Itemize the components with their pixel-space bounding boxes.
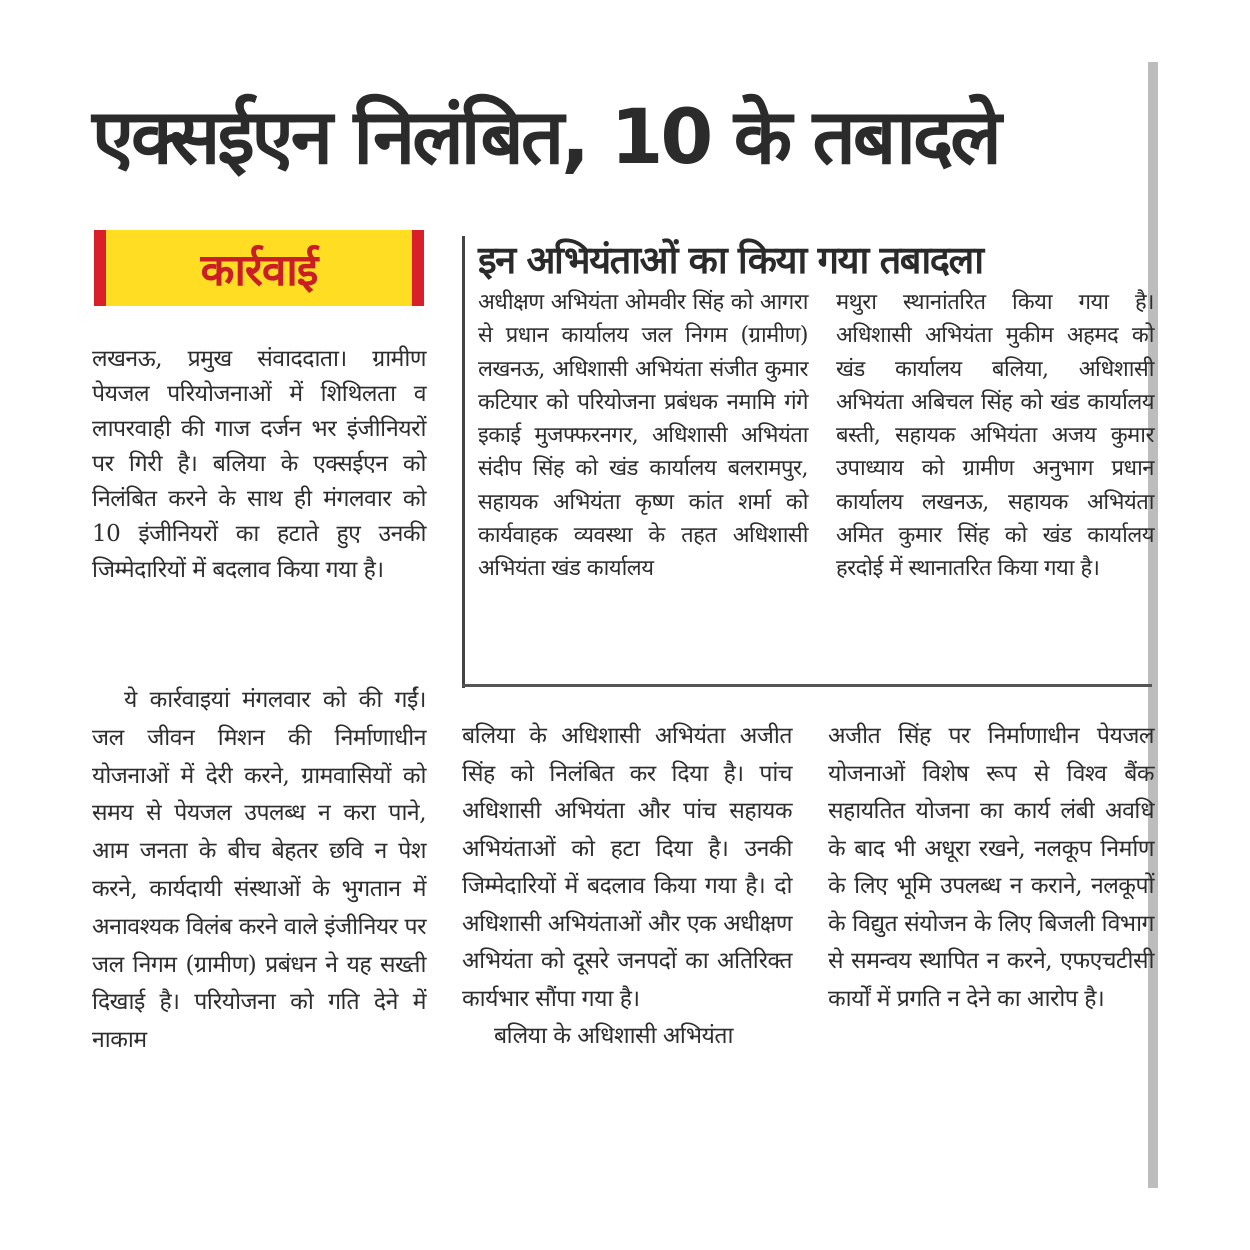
box-title: इन अभियंताओं का किया गया तबादला [478,238,983,282]
box-column-2-text: मथुरा स्थानांतरित किया गया है। अधिशासी अभियंता मुकीम अहमद को खंड कार्यालय बलिया, अधिशासी अभियंता अबिचल सिंह को खंड कार्यालय बस्ती, सहायक अभियंता अजय कुमार उपाध्याय को ग्रामीण अनुभाग प्रधान कार्यालय लखनऊ, सहायक अभियंता अमित कुमार सिंह को खंड कार्यालय हरदोई में स्थानातरित किया गया है। [836,290,1154,582]
box-rule-bottom [462,684,1152,687]
article-column-2 [462,718,792,1056]
article-paragraph-5: अजीत सिंह पर निर्माणाधीन पेयजल योजनाओं विशेष रूप से विश्व बैंक सहायतित योजना का कार्य लंबी अवधि के बाद भी अधूरा रखने, नलकूप निर्माण के लिए भूमि उपलब्ध न कराने, नलकूपों के विद्युत संयोजन के लिए बिजली विभाग से समन्वय स्थापित न करने, एफएचटीसी कार्यों में प्रगति न देने का आरोप है। [828,723,1154,1012]
article-paragraph-3: बलिया के अधिशासी अभियंता अजीत सिंह को निलंबित कर दिया है। पांच अधिशासी अभियंता और पांच सहायक अभियंताओं को हटा दिया है। उनकी जिम्मेदारियों में बदलाव किया गया है। दो अधिशासी अभियंताओं और एक अधीक्षण अभियंता को दूसरे जनपदों का अतिरिक्त कार्यभार सौंपा गया है। [462,723,792,1012]
article-column-1-top [92,342,426,588]
page-edge-shadow [1148,62,1158,1188]
article-column-3 [828,718,1154,1018]
box-column-1 [478,286,808,586]
box-column-2 [836,286,1154,586]
headline: एक्सईएन निलंबित, 10 के तबादले [92,92,999,181]
kicker-label: कार्रवाई [200,245,318,296]
article-paragraph-2: ये कार्रवाइयां मंगलवार को की गईं। जल जीवन मिशन की निर्माणाधीन योजनाओं में देरी करने, ग्रामवासियों को समय से पेयजल उपलब्ध न करा पाने, आम जनता के बीच बेहतर छवि न पेश करने, कार्यदायी संस्थाओं के भुगतान में अनावश्यक विलंब करने वाले इंजीनियर पर जल निगम (ग्रामीण) प्रबंधन ने यह सख्ती दिखाई है। परियोजना को गति देने में नाकाम [92,687,426,1054]
article-paragraph-4: बलिया के अधिशासी अभियंता [494,1023,733,1049]
box-column-1-text: अधीक्षण अभियंता ओमवीर सिंह को आगरा से प्रधान कार्यालय जल निगम (ग्रामीण) लखनऊ, अधिशासी अभियंता संजीत कुमार कटियार को परियोजना प्रबंधक नमामि गंगे इकाई मुजफ्फरनगर, अधिशासी अभियंता संदीप सिंह को खंड कार्यालय बलरामपुर, सहायक अभियंता कृष्ण कांत शर्मा को कार्यवाहक व्यवस्था के तहत अधिशासी अभियंता खंड कार्यालय [478,290,808,582]
article-paragraph-1: लखनऊ, प्रमुख संवाददाता। ग्रामीण पेयजल परियोजनाओं में शिथिलता व लापरवाही की गाज दर्जन भर इंजीनियरों पर गिरी है। बलिया के एक्सईएन को निलंबित करने के साथ ही मंगलवार को 10 इंजीनियरों का हटाते हुए उनकी जिम्मेदारियों में बदलाव किया गया है। [92,346,426,583]
kicker-badge [94,230,424,306]
box-rule-left [462,236,465,688]
article-column-1-bottom [92,682,426,1060]
